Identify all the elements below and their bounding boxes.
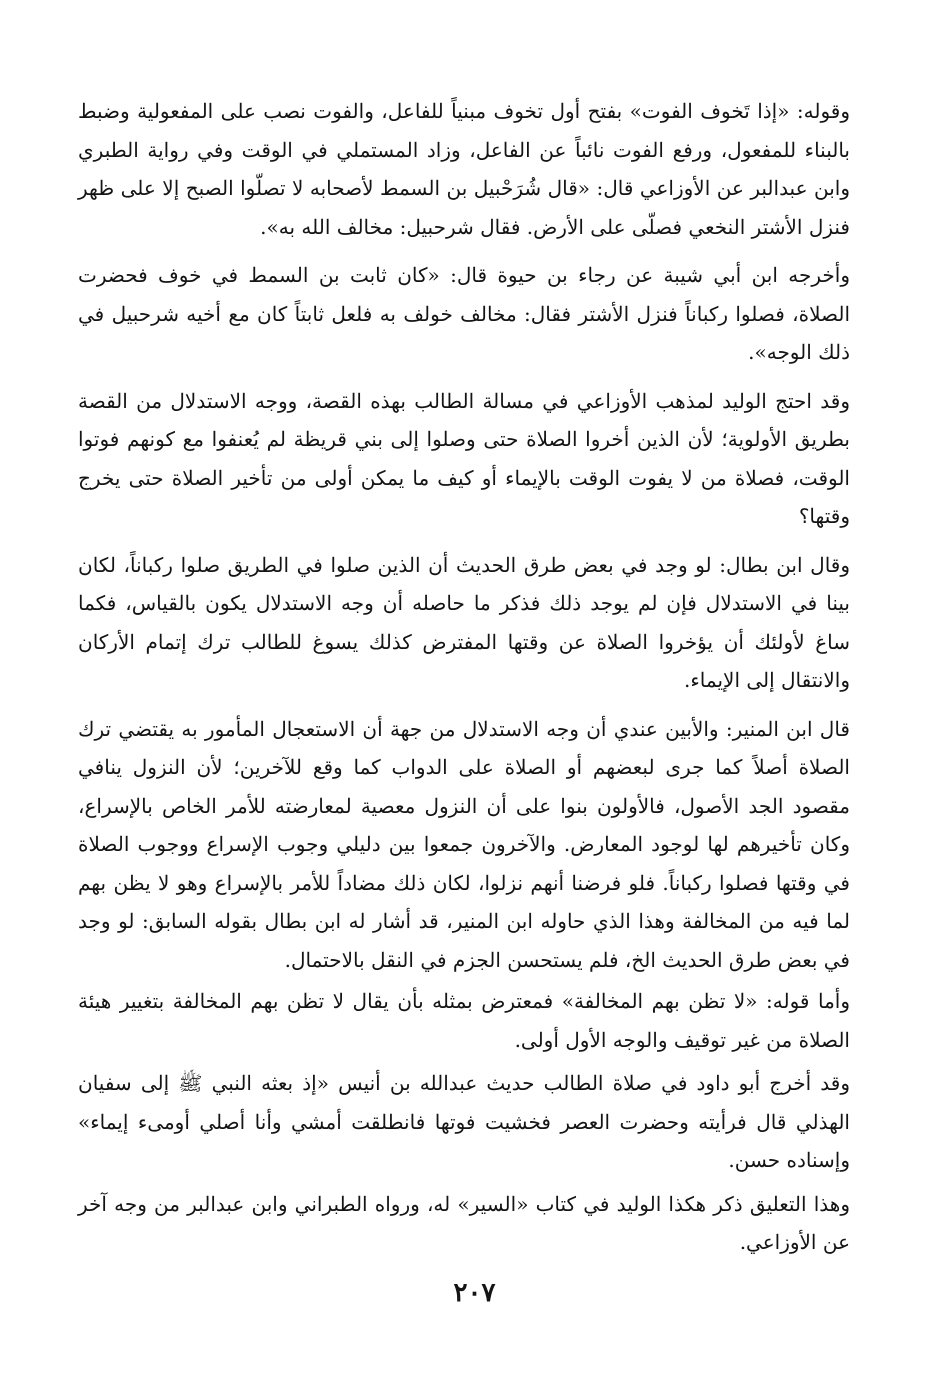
paragraph-6: وأما قوله: «لا تظن بهم المخالفة» فمعترض بمثله بأن يقال لا تظن بهم المخالفة بتغيير هيئة الصلاة من غير توقيف والوجه الأول أولى. bbox=[78, 989, 850, 1052]
paragraph-3: وقد احتج الوليد لمذهب الأوزاعي في مسالة الطالب بهذه القصة، ووجه الاستدلال من القصة بطريق الأولوية؛ لأن الذين أخروا الصلاة حتى وصلوا إلى بني قريظة لم يُعنفوا مع كونهم فوتوا الوقت، فصلاة من لا يفوت الوقت بالإيماء أو كيف ما يمكن أولى من تأخير الصلاة حتى يخرج وقتها؟ bbox=[78, 388, 850, 528]
page-number: ٢٠٧ bbox=[453, 1278, 496, 1308]
page-body bbox=[78, 92, 850, 1262]
paragraph-1: وقوله: «إذا تَخوف الفوت» بفتح أول تخوف مبنياً للفاعل، والفوت نصب على المفعولية وضبط بالبناء للمفعول، ورفع الفوت نائباً عن الفاعل، وزاد المستملي في الوقت وفي رواية الطبري وابن عبدالبر عن الأوزاعي قال: «قال شُرَحْبيل بن السمط لأصحابه لا تصلّوا الصبح إلا على ظهر فنزل الأشتر النخعي فصلّى على الأرض. فقال شرحبيل: مخالف الله به». bbox=[78, 99, 850, 239]
paragraph-2: وأخرجه ابن أبي شيبة عن رجاء بن حيوة قال: «كان ثابت بن السمط في خوف فحضرت الصلاة، فصلوا ركباناً فنزل الأشتر فقال: مخالف خولف به فلعل ثابتاً كان مع أخيه شرحبيل في ذلك الوجه». bbox=[78, 263, 850, 364]
paragraph-8: وهذا التعليق ذكر هكذا الوليد في كتاب «السير» له، ورواه الطبراني وابن عبدالبر من وجه آخر عن الأوزاعي. bbox=[78, 1191, 850, 1254]
paragraph-5: قال ابن المنير: والأبين عندي أن وجه الاستدلال من جهة أن الاستعجال المأمور به يقتضي ترك الصلاة أصلاً كما جرى لبعضهم أو الصلاة على الدواب كما وقع للآخرين؛ لأن النزول ينافي مقصود الجد الأصول، فالأولون بنوا على أن النزول معصية لمعارضته للأمر الخاص بالإسراع، وكان تأخيرهم لها لوجود المعارض. والآخرون جمعوا بين دليلي وجوب الإسراع ووجوب الصلاة في وقتها فصلوا ركباناً. فلو فرضنا أنهم نزلوا، لكان ذلك مضاداً للأمر بالإسراع وهو لا يظن بهم لما فيه من المخالفة وهذا الذي حاوله ابن المنير، قد أشار له ابن بطال بقوله السابق: لو وجد في بعض طرق الحديث الخ، فلم يستحسن الجزم في النقل بالاحتمال. bbox=[78, 716, 850, 972]
paragraph-4: وقال ابن بطال: لو وجد في بعض طرق الحديث أن الذين صلوا في الطريق صلوا ركباناً، لكان بينا في الاستدلال فإن لم يوجد ذلك فذكر ما حاصله أن وجه الاستدلال يكون بالقياس، فكما ساغ لأولئك أن يؤخروا الصلاة عن وقتها المفترض كذلك يسوغ للطالب ترك إتمام الأركان والانتقال إلى الإيماء. bbox=[78, 552, 850, 692]
paragraph-7: وقد أخرج أبو داود في صلاة الطالب حديث عبدالله بن أنيس «إذ بعثه النبي ﷺ إلى سفيان الهذلي قال فرأيته وحضرت العصر فخشيت فوتها فانطلقت أمشي وأنا أصلي أومىء إيماء» وإسناده حسن. bbox=[78, 1071, 850, 1172]
